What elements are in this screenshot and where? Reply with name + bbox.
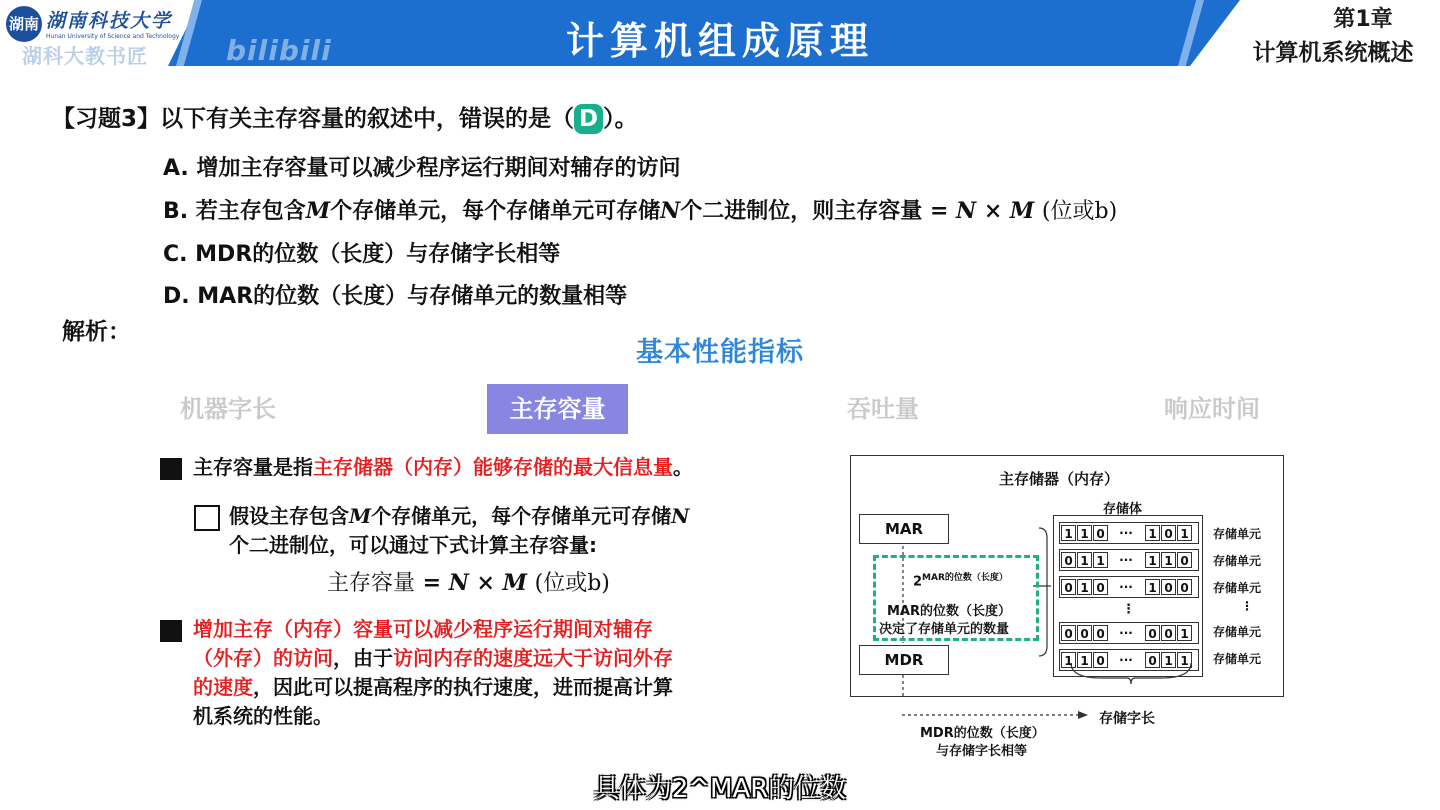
question-label: 【习题3】 <box>52 106 161 132</box>
bullet-square-icon <box>160 620 182 642</box>
storage-unit-row <box>1059 649 1199 671</box>
memory-diagram <box>850 455 1284 697</box>
ellipsis: ··· <box>1119 653 1133 667</box>
course-title: 计算机组成原理 <box>565 19 874 63</box>
bit-cell: 0 <box>1093 625 1108 641</box>
option-b <box>163 194 1117 225</box>
storage-body <box>1053 515 1203 677</box>
bullet-3-red: 的速度 <box>193 675 253 699</box>
ellipsis: ··· <box>1119 626 1133 640</box>
bullet-3-red: 增加主存（内存）容量可以减少程序运行期间对辅存 <box>193 617 653 641</box>
bullet-1-highlight: 主存储器（内存）能够存储的最大信息量 <box>313 455 673 479</box>
arrow-head-icon <box>1078 711 1088 719</box>
bit-cell: 0 <box>1093 525 1108 541</box>
watermark: 湖科大教书匠 <box>22 44 148 66</box>
bullet-2-n: N <box>671 504 690 528</box>
bullet-square-icon <box>160 458 182 480</box>
bit-cell: 0 <box>1077 625 1092 641</box>
storage-unit-label: 存储单元 <box>1213 652 1262 666</box>
bit-cell: 0 <box>1161 625 1176 641</box>
answer-badge: D <box>574 104 603 134</box>
bit-cell: 1 <box>1177 652 1192 668</box>
bullet-2-text: 假设主存包含 <box>229 504 349 528</box>
storage-unit-row <box>1059 522 1199 544</box>
formula-expression: = N × M <box>415 570 535 596</box>
bit-cell: 1 <box>1161 552 1176 568</box>
option-a: A. 增加主存容量可以减少程序运行期间对辅存的访问 <box>163 156 681 181</box>
bit-cell: 0 <box>1145 652 1160 668</box>
mdr-register: MDR <box>859 645 949 675</box>
storage-body-label: 存储体 <box>1103 502 1143 517</box>
ellipsis: ··· <box>1119 526 1133 540</box>
bullet-3-text: ，由于 <box>333 646 393 670</box>
bit-cell: 1 <box>1077 525 1092 541</box>
chapter-number: 第1章 <box>1333 7 1393 32</box>
question-prompt-end: ）。 <box>603 106 638 132</box>
bit-cell: 1 <box>1077 552 1092 568</box>
word-length-label: 存储字长 <box>1099 711 1155 727</box>
bullet-3-text <box>193 615 773 731</box>
option-b-formula: = N × M <box>922 198 1042 224</box>
bit-cell: 0 <box>1161 579 1176 595</box>
vertical-ellipsis: ⋮ <box>1241 599 1253 613</box>
bit-cell: 1 <box>1093 552 1108 568</box>
storage-unit-row <box>1059 622 1199 644</box>
tab-throughput[interactable]: 吞吐量 <box>847 395 919 423</box>
header-bar <box>0 0 1440 66</box>
bit-cell: 1 <box>1145 552 1160 568</box>
mdr-note-line-2: 与存储字长相等 <box>936 744 1028 759</box>
storage-unit-label: 存储单元 <box>1213 625 1262 639</box>
ellipsis: ··· <box>1119 580 1133 594</box>
mar-note-line-2: 决定了存储单元的数量 <box>879 622 1010 637</box>
bullet-2-line-1 <box>229 502 689 531</box>
bilibili-logo: bilibili <box>226 34 332 66</box>
mar-note-line-1: MAR的位数（长度） <box>887 604 1012 619</box>
storage-unit-row <box>1059 549 1199 571</box>
question-line <box>52 100 638 134</box>
storage-unit-label: 存储单元 <box>1213 527 1262 541</box>
bit-cell: 1 <box>1077 579 1092 595</box>
ellipsis: ··· <box>1119 553 1133 567</box>
option-d: D. MAR的位数（长度）与存储单元的数量相等 <box>163 284 628 309</box>
capacity-formula <box>327 566 610 597</box>
bullet-3-text: ，因此可以提高程序的执行速度，进而提高计算 <box>253 675 673 699</box>
bit-cell: 0 <box>1061 579 1076 595</box>
left-brace <box>1039 528 1047 656</box>
bit-cell: 1 <box>1061 652 1076 668</box>
mdr-note-line-1: MDR的位数（长度） <box>920 726 1045 741</box>
storage-unit-label: 存储单元 <box>1213 554 1262 568</box>
option-b-text: 个二进制位，则主存容量 <box>680 199 923 224</box>
bullet-2-m: M <box>349 504 372 528</box>
storage-unit-row <box>1059 576 1199 598</box>
video-subtitle: 具体为2^MAR的位数 <box>593 774 847 804</box>
option-b-unit: (位或b) <box>1041 199 1118 224</box>
bit-cell: 0 <box>1177 579 1192 595</box>
option-c: C. MDR的位数（长度）与存储字长相等 <box>163 242 561 267</box>
bit-cell: 0 <box>1177 552 1192 568</box>
university-name: 湖南科技大学 <box>46 10 173 32</box>
formula-label: 主存容量 <box>327 571 416 596</box>
chapter-title: 计算机系统概述 <box>1252 40 1414 66</box>
university-name-en: Hunan University of Science and Technology <box>46 33 180 40</box>
bit-cell: 0 <box>1145 625 1160 641</box>
bit-cell: 0 <box>1093 652 1108 668</box>
bullet-1-suffix: 。 <box>673 455 693 479</box>
bullet-2-line-2: 个二进制位，可以通过下式计算主存容量: <box>229 533 597 557</box>
metrics-section-title: 基本性能指标 <box>636 337 804 368</box>
bit-cell: 0 <box>1161 525 1176 541</box>
bullet-3-red: 访问内存的速度远大于访问外存 <box>393 646 673 670</box>
formula-unit: (位或b) <box>534 571 610 596</box>
bit-cell: 0 <box>1061 552 1076 568</box>
bit-cell: 1 <box>1177 625 1192 641</box>
bit-cell: 1 <box>1161 652 1176 668</box>
bit-cell: 0 <box>1061 625 1076 641</box>
option-b-m: M <box>305 198 331 224</box>
analysis-label: 解析： <box>62 319 131 345</box>
bit-cell: 1 <box>1077 652 1092 668</box>
university-logo-icon: 湖南 <box>6 6 42 42</box>
power-exponent: MAR的位数（长度） <box>922 573 1008 583</box>
bullet-1-prefix: 主存容量是指 <box>193 455 313 479</box>
storage-unit-label: 存储单元 <box>1213 581 1262 595</box>
bullet-2-text: 个存储单元，每个存储单元可存储 <box>371 504 672 528</box>
option-b-n: N <box>660 198 681 224</box>
bullet-3-text: 机系统的性能。 <box>193 704 333 728</box>
vertical-ellipsis: ⋮ <box>1122 602 1135 617</box>
power-base: 2 <box>913 574 923 590</box>
option-b-text: 个存储单元，每个存储单元可存储 <box>330 199 661 224</box>
bullet-3-red: （外存）的访问 <box>193 646 333 670</box>
tab-main-memory-capacity[interactable]: 主存容量 <box>487 384 628 434</box>
bit-cell: 1 <box>1061 525 1076 541</box>
tab-machine-word-length[interactable]: 机器字长 <box>180 395 276 423</box>
unit-count-formula <box>913 570 1008 589</box>
question-prompt: 以下有关主存容量的叙述中，错误的是（ <box>160 106 575 132</box>
hollow-square-icon <box>194 505 220 531</box>
option-b-text: B. 若主存包含 <box>163 199 306 224</box>
diagram-title: 主存储器（内存） <box>999 470 1120 488</box>
bullet-1-text <box>193 453 693 482</box>
tab-response-time[interactable]: 响应时间 <box>1164 395 1260 423</box>
bit-cell: 1 <box>1177 525 1192 541</box>
bit-cell: 1 <box>1145 579 1160 595</box>
bit-cell: 0 <box>1093 579 1108 595</box>
mar-register: MAR <box>859 514 949 544</box>
bit-cell: 1 <box>1145 525 1160 541</box>
